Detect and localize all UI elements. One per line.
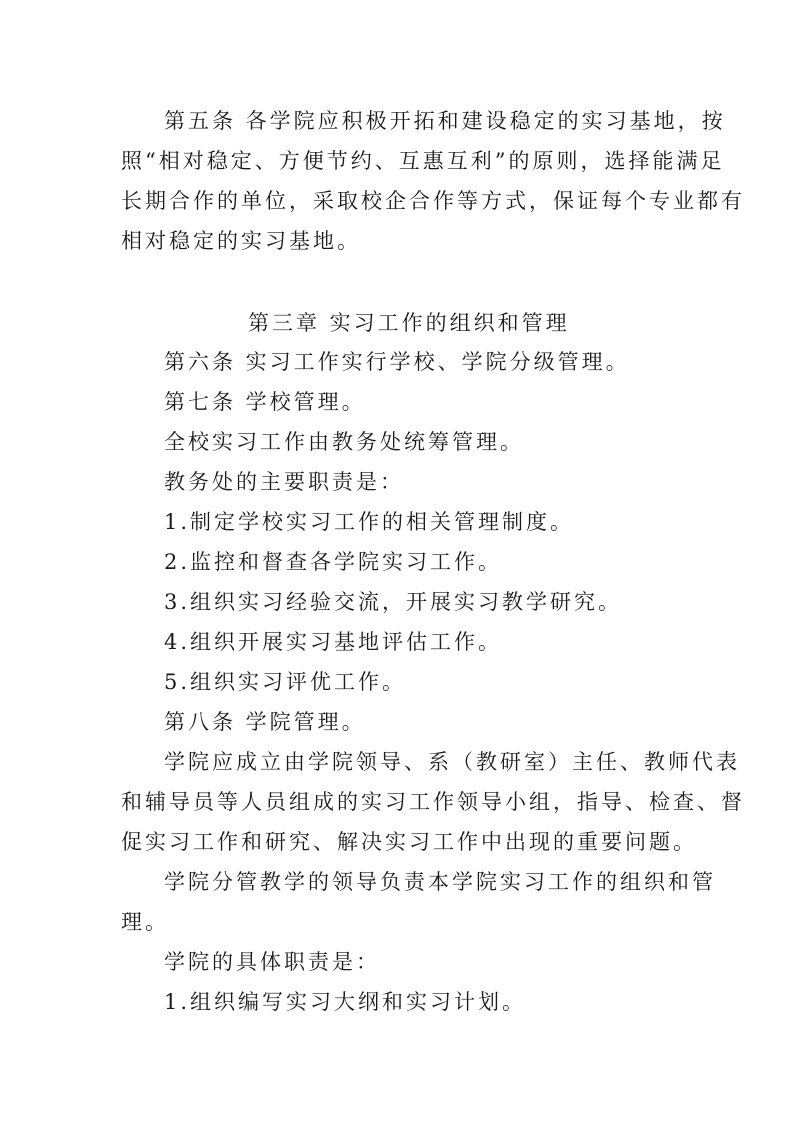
article8-para1-line1: 学院应成立由学院领导、系（教研室）主任、教师代表: [164, 750, 740, 774]
article5-line1: 第五条 各学院应积极开拓和建设稳定的实习基地，按: [164, 109, 726, 133]
article5-line4: 相对稳定的实习基地。: [121, 229, 361, 253]
article8-title: 第八条 学院管理。: [164, 710, 366, 734]
article8-para1-line2: 和辅导员等人员组成的实习工作领导小组，指导、检查、督: [121, 790, 745, 814]
article5-line2: 照“相对稳定、方便节约、互惠互利”的原则，选择能满足: [121, 149, 725, 173]
article6: 第六条 实习工作实行学校、学院分级管理。: [164, 350, 630, 374]
article7-duty-1: 1.制定学校实习工作的相关管理制度。: [164, 510, 575, 534]
article7-duty-4: 4.组织开展实习基地评估工作。: [164, 630, 503, 654]
article7-duty-3: 3.组织实习经验交流，开展实习教学研究。: [164, 590, 623, 614]
article7-duty-5: 5.组织实习评优工作。: [164, 670, 407, 694]
article5-line3: 长期合作的单位，采取校企合作等方式，保证每个专业都有: [121, 189, 745, 213]
article7-title: 第七条 学校管理。: [164, 390, 366, 414]
chapter3-heading: 第三章 实习工作的组织和管理: [248, 311, 570, 335]
article7-intro: 全校实习工作由教务处统筹管理。: [164, 430, 524, 454]
article8-duty-1: 1.组织编写实习大纲和实习计划。: [164, 990, 527, 1014]
article7-duties-heading: 教务处的主要职责是：: [164, 470, 404, 494]
article8-para2-line2: 理。: [121, 910, 169, 934]
article8-para1-line3: 促实习工作和研究、解决实习工作中出现的重要问题。: [121, 830, 697, 854]
article7-duty-2: 2.监控和督查各学院实习工作。: [164, 550, 503, 574]
article8-para2-line1: 学院分管教学的领导负责本学院实习工作的组织和管: [164, 870, 716, 894]
article8-duties-heading: 学院的具体职责是：: [164, 950, 380, 974]
